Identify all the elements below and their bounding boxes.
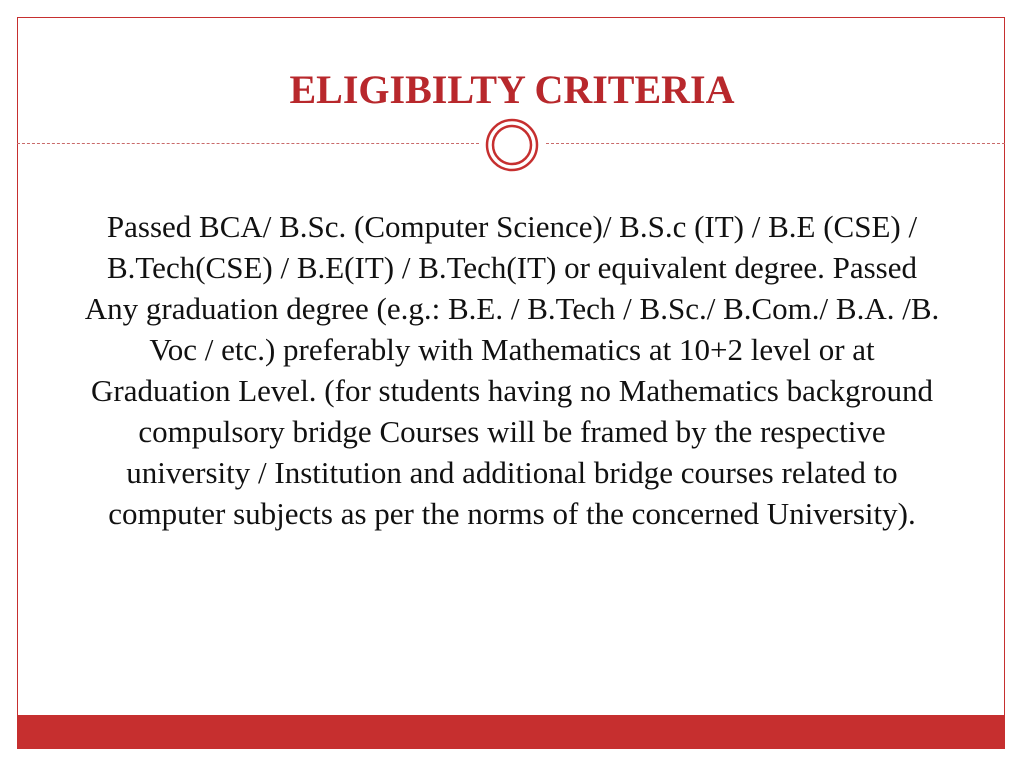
divider-left — [17, 143, 479, 144]
eligibility-text: Passed BCA/ B.Sc. (Computer Science)/ B.S.c (IT) / B.E (CSE) / B.Tech(CSE) / B.E(IT) / B.Tech(IT) or equivalent degree. Passed Any graduation degree (e.g.: B.E. / B.Tech / B.Sc./ B.Com./ B.A. /B. Voc / etc.) preferably with Mathematics at 10+2 level or at Graduation Level. (for students having no Mathematics background compulsory bridge Courses will be framed by the respective university / Institution and additional bridge courses related to computer subjects as per the norms of the concerned University). — [84, 209, 940, 531]
slide-title: ELIGIBILTY CRITERIA — [289, 67, 735, 112]
bottom-accent-bar — [17, 715, 1005, 749]
double-circle-icon — [484, 117, 540, 173]
divider-right — [546, 143, 1005, 144]
